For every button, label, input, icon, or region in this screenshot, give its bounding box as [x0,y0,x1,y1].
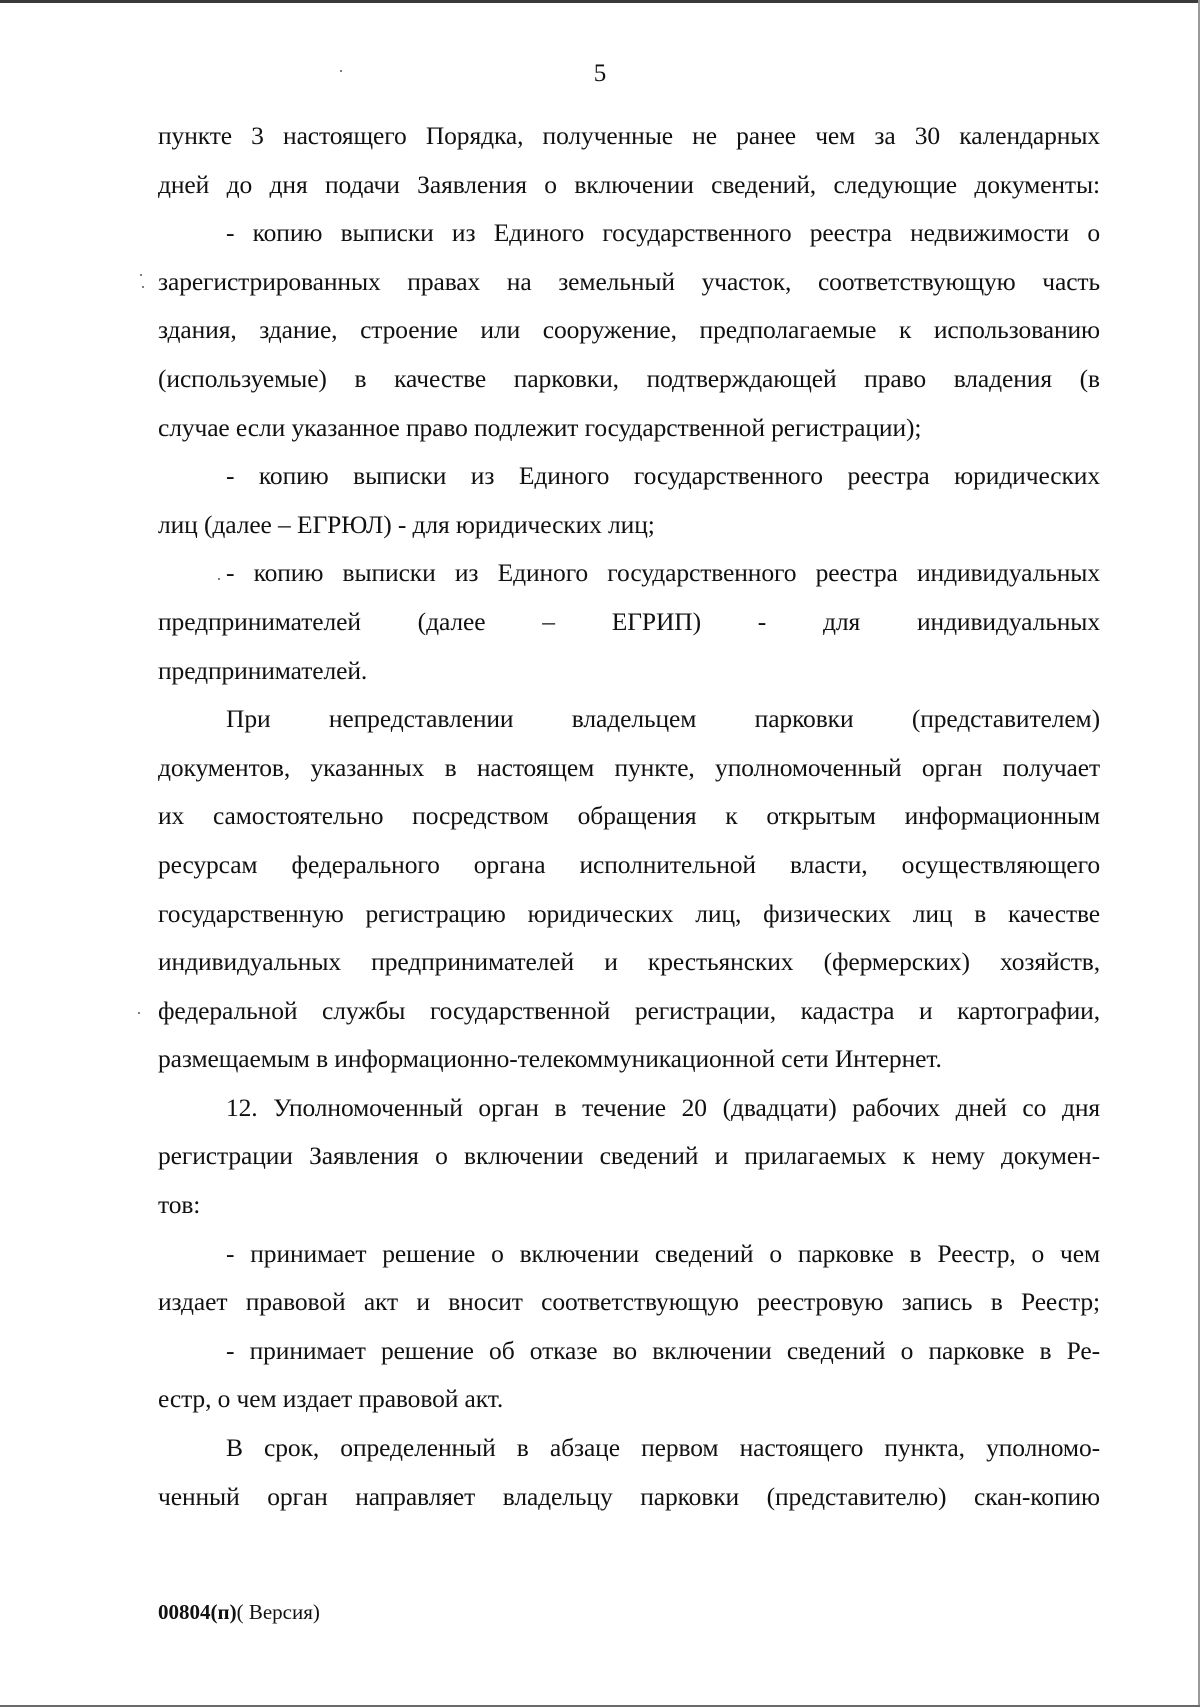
text-line: - принимает решение об отказе во включении сведений о парковке в Ре- [226,1335,1100,1365]
text-line: их самостоятельно посредством обращения к открытым информационным [158,801,1100,831]
text-line: - принимает решение о включении сведений о парковке в Реестр, о чем [226,1238,1100,1268]
scan-speck [142,286,144,288]
text-line: ченный орган направляет владельцу парковки (представителю) скан-копию [158,1481,1100,1511]
text-line: естр, о чем издает правовой акт. [158,1384,504,1414]
text-line: случае если указанное право подлежит государственной регистрации); [158,412,922,442]
document-code-number: 00804(п) [158,1600,237,1624]
text-line: тов: [158,1190,201,1220]
text-line: - копию выписки из Единого государственного реестра юридических [226,461,1100,491]
text-line: размещаемым в информационно-телекоммуникационной сети Интернет. [158,1044,942,1074]
text-line: пункте 3 настоящего Порядка, полученные не ранее чем за 30 календарных [158,121,1100,150]
text-line: дней до дня подачи Заявления о включении сведений, следующие документы: [158,169,1100,199]
text-line: лиц (далее – ЕГРЮЛ) - для юридических лиц; [158,509,655,539]
text-line: государственную регистрацию юридических лиц, физических лиц в качестве [158,898,1100,928]
page-number: 5 [593,60,607,87]
text-line: издает правовой акт и вносит соответствующую реестровую запись в Реестр; [158,1287,1100,1317]
scan-edge-top [0,0,1200,3]
document-version: ( Версия) [236,1600,320,1624]
text-line: При непредставлении владельцем парковки (представителем) [226,704,1100,734]
scan-speck [138,1012,140,1014]
text-line: - копию выписки из Единого государственного реестра индивидуальных [226,558,1100,588]
text-line: здания, здание, строение или сооружение, предполагаемые к использованию [158,315,1100,345]
text-line: В срок, определенный в абзаце первом настоящего пункта, уполномо- [226,1433,1100,1463]
text-line: - копию выписки из Единого государственного реестра недвижимости о [226,218,1100,248]
text-line: предпринимателей. [158,655,368,685]
text-line: (используемые) в качестве парковки, подтверждающей право владения (в [158,363,1100,393]
text-line: зарегистрированных правах на земельный участок, соответствующую часть [158,266,1100,296]
text-line: индивидуальных предпринимателей и крестьянских (фермерских) хозяйств, [158,947,1100,977]
document-code [158,1600,320,1625]
text-line: регистрации Заявления о включении сведений и прилагаемых к нему докумен- [158,1141,1100,1171]
document-body [158,112,1100,1521]
text-line: документов, указанных в настоящем пункте, уполномоченный орган получает [158,752,1100,782]
text-line: предпринимателей (далее – ЕГРИП) - для индивидуальных [158,606,1100,636]
text-line: федеральной службы государственной регистрации, кадастра и картографии, [158,995,1100,1025]
scan-speck [140,274,142,276]
text-line: 12. Уполномоченный орган в течение 20 (двадцати) рабочих дней со дня [226,1092,1100,1122]
text-line: ресурсам федерального органа исполнительной власти, осуществляющего [158,849,1100,879]
